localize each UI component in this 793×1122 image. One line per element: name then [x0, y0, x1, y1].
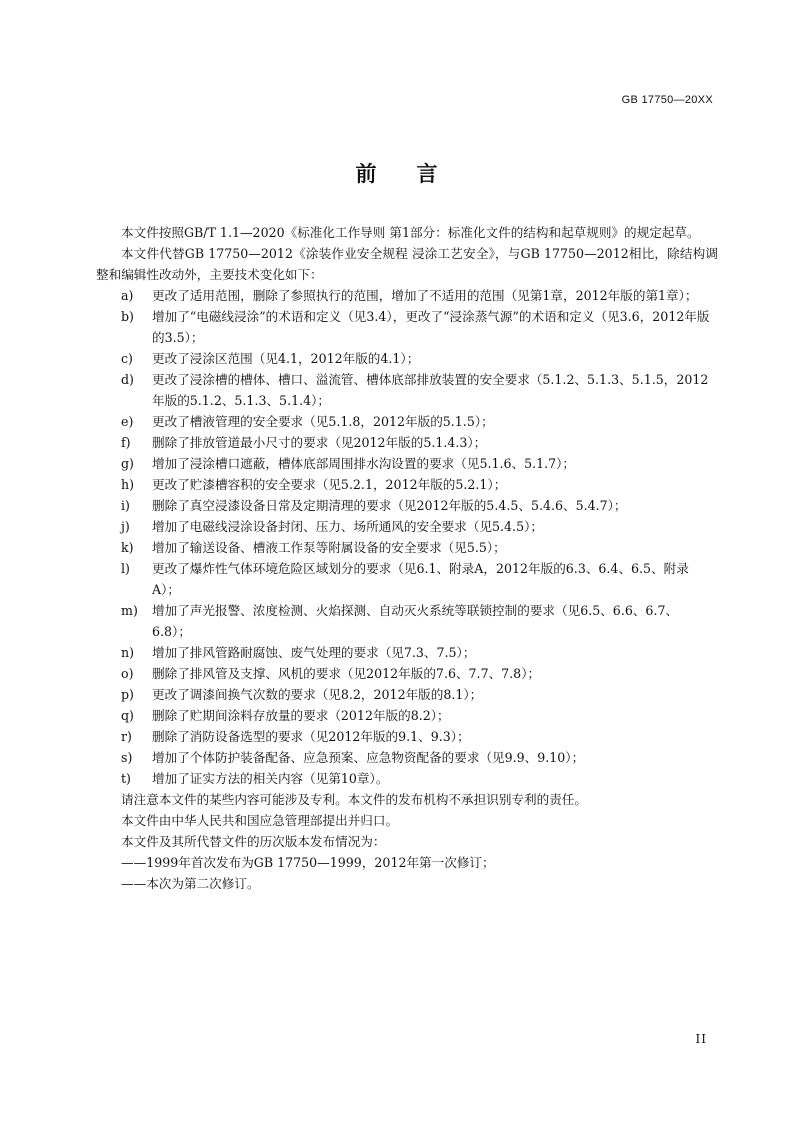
list-item-text: 增加了输送设备、槽液工作泵等附属设备的安全要求（见5.5）；	[152, 540, 506, 555]
list-item-text: 删除了消防设备选型的要求（见2012年版的9.1、9.3）；	[152, 729, 470, 744]
list-item-label: p)	[121, 687, 134, 702]
list-item-label: n)	[121, 645, 135, 660]
list-item-label: j)	[121, 519, 130, 534]
list-item	[96, 642, 718, 663]
list-item	[96, 768, 718, 789]
list-item-label: c)	[121, 351, 133, 366]
list-item-label: g)	[121, 456, 134, 471]
list-item	[96, 537, 718, 558]
list-item-text: 增加了声光报警、浓度检测、火焰探测、自动灭火系统等联锁控制的要求（见6.5、6.6、6.7、6.8）；	[152, 603, 679, 639]
list-item-text: 更改了贮漆槽容积的安全要求（见5.2.1，2012年版的5.2.1）；	[152, 477, 507, 492]
list-item-label: a)	[121, 288, 134, 303]
list-item-label: r)	[121, 729, 132, 744]
list-item-text: 增加了个体防护装备配备、应急预案、应急物资配备的要求（见9.9、9.10）；	[152, 750, 585, 765]
list-item	[96, 747, 718, 768]
list-item-label: s)	[121, 750, 133, 765]
list-item-label: m)	[121, 603, 138, 618]
list-item-text: 更改了槽液管理的安全要求（见5.1.8，2012年版的5.1.5）；	[152, 414, 494, 429]
list-item-text: 增加了浸涂槽口遮蔽，槽体底部周围排水沟设置的要求（见5.1.6、5.1.7）；	[152, 456, 576, 471]
list-item-text: 更改了调漆间换气次数的要求（见8.2，2012年版的8.1）；	[152, 687, 483, 702]
list-item-text: 删除了贮期间涂料存放量的要求（2012年版的8.2）；	[152, 708, 450, 723]
list-item	[96, 705, 718, 726]
list-item	[96, 348, 718, 369]
list-item-text: 更改了爆炸性气体环境危险区域划分的要求（见6.1、附录A，2012年版的6.3、6.4、6.5、附录A）；	[152, 561, 689, 597]
list-item-text: 删除了排放管道最小尺寸的要求（见2012年版的5.1.4.3）；	[152, 435, 487, 450]
list-item	[96, 369, 718, 411]
list-item	[96, 684, 718, 705]
list-item	[96, 432, 718, 453]
paragraph-drafting-rules: 本文件按照GB/T 1.1—2020《标准化工作导则 第1部分：标准化文件的结构和起草规则》的规定起草。	[121, 225, 700, 240]
list-item	[96, 306, 718, 348]
list-item-label: i)	[121, 498, 130, 513]
list-item	[96, 495, 718, 516]
list-item-label: q)	[121, 708, 134, 723]
list-item-text: 删除了排风管及支撑、风机的要求（见2012年版的7.6、7.7、7.8）；	[152, 666, 541, 681]
list-item-text: 增加了电磁线浸涂设备封闭、压力、场所通风的安全要求（见5.4.5）；	[152, 519, 543, 534]
list-item	[96, 474, 718, 495]
page-title: 前言	[355, 161, 478, 186]
foreword-body	[96, 222, 718, 894]
list-item-text: 增加了排风管路耐腐蚀、废气处理的要求（见7.3、7.5）；	[152, 645, 476, 660]
list-item-label: o)	[121, 666, 134, 681]
list-item	[96, 411, 718, 432]
document-number: GB 17750—20XX	[621, 94, 713, 106]
list-item	[96, 453, 718, 474]
list-item-text: 删除了真空浸漆设备日常及定期清理的要求（见2012年版的5.4.5、5.4.6、5.4.7）；	[152, 498, 627, 513]
list-item-text: 更改了浸涂区范围（见4.1，2012年版的4.1）；	[152, 351, 420, 366]
list-item-label: h)	[121, 477, 135, 492]
list-item	[96, 285, 718, 306]
list-item-label: l)	[121, 561, 130, 576]
changes-list	[96, 285, 718, 789]
list-item	[96, 516, 718, 537]
proposing-body-notice: 本文件由中华人民共和国应急管理部提出并归口。	[121, 813, 399, 828]
history-entry: ——1999年首次发布为GB 17750—1999，2012年第一次修订；	[121, 855, 495, 870]
history-entry: ——本次为第二次修订。	[121, 876, 260, 891]
history-intro: 本文件及其所代替文件的历次版本发布情况为：	[121, 834, 386, 849]
list-item-text: 更改了浸涂槽的槽体、槽口、溢流管、槽体底部排放装置的安全要求（5.1.2、5.1.3、5.1.5，2012年版的5.1.2、5.1.3、5.1.4）；	[152, 372, 709, 408]
list-item-label: d)	[121, 372, 134, 387]
patent-notice: 请注意本文件的某些内容可能涉及专利。本文件的发布机构不承担识别专利的责任。	[121, 792, 587, 807]
list-item	[96, 558, 718, 600]
list-item-text: 增加了证实方法的相关内容（见第10章）。	[152, 771, 389, 786]
list-item-label: k)	[121, 540, 134, 555]
page-number: II	[695, 1032, 707, 1046]
list-item	[96, 600, 718, 642]
list-item-label: e)	[121, 414, 134, 429]
paragraph-replacement: 本文件代替GB 17750—2012《涂装作业安全规程 浸涂工艺安全》，与GB 17750—2012相比，除结构调整和编辑性改动外，主要技术变化如下：	[96, 246, 718, 282]
list-item-label: t)	[121, 771, 131, 786]
list-item-text: 增加了“电磁线浸涂”的术语和定义（见3.4），更改了“浸涂蒸气源”的术语和定义（见3.6，2012年版的3.5）；	[152, 309, 710, 345]
list-item-label: f)	[121, 435, 131, 450]
list-item	[96, 663, 718, 684]
list-item-text: 更改了适用范围，删除了参照执行的范围，增加了不适用的范围（见第1章，2012年版的第1章）；	[152, 288, 698, 303]
list-item-label: b)	[121, 309, 134, 324]
list-item	[96, 726, 718, 747]
